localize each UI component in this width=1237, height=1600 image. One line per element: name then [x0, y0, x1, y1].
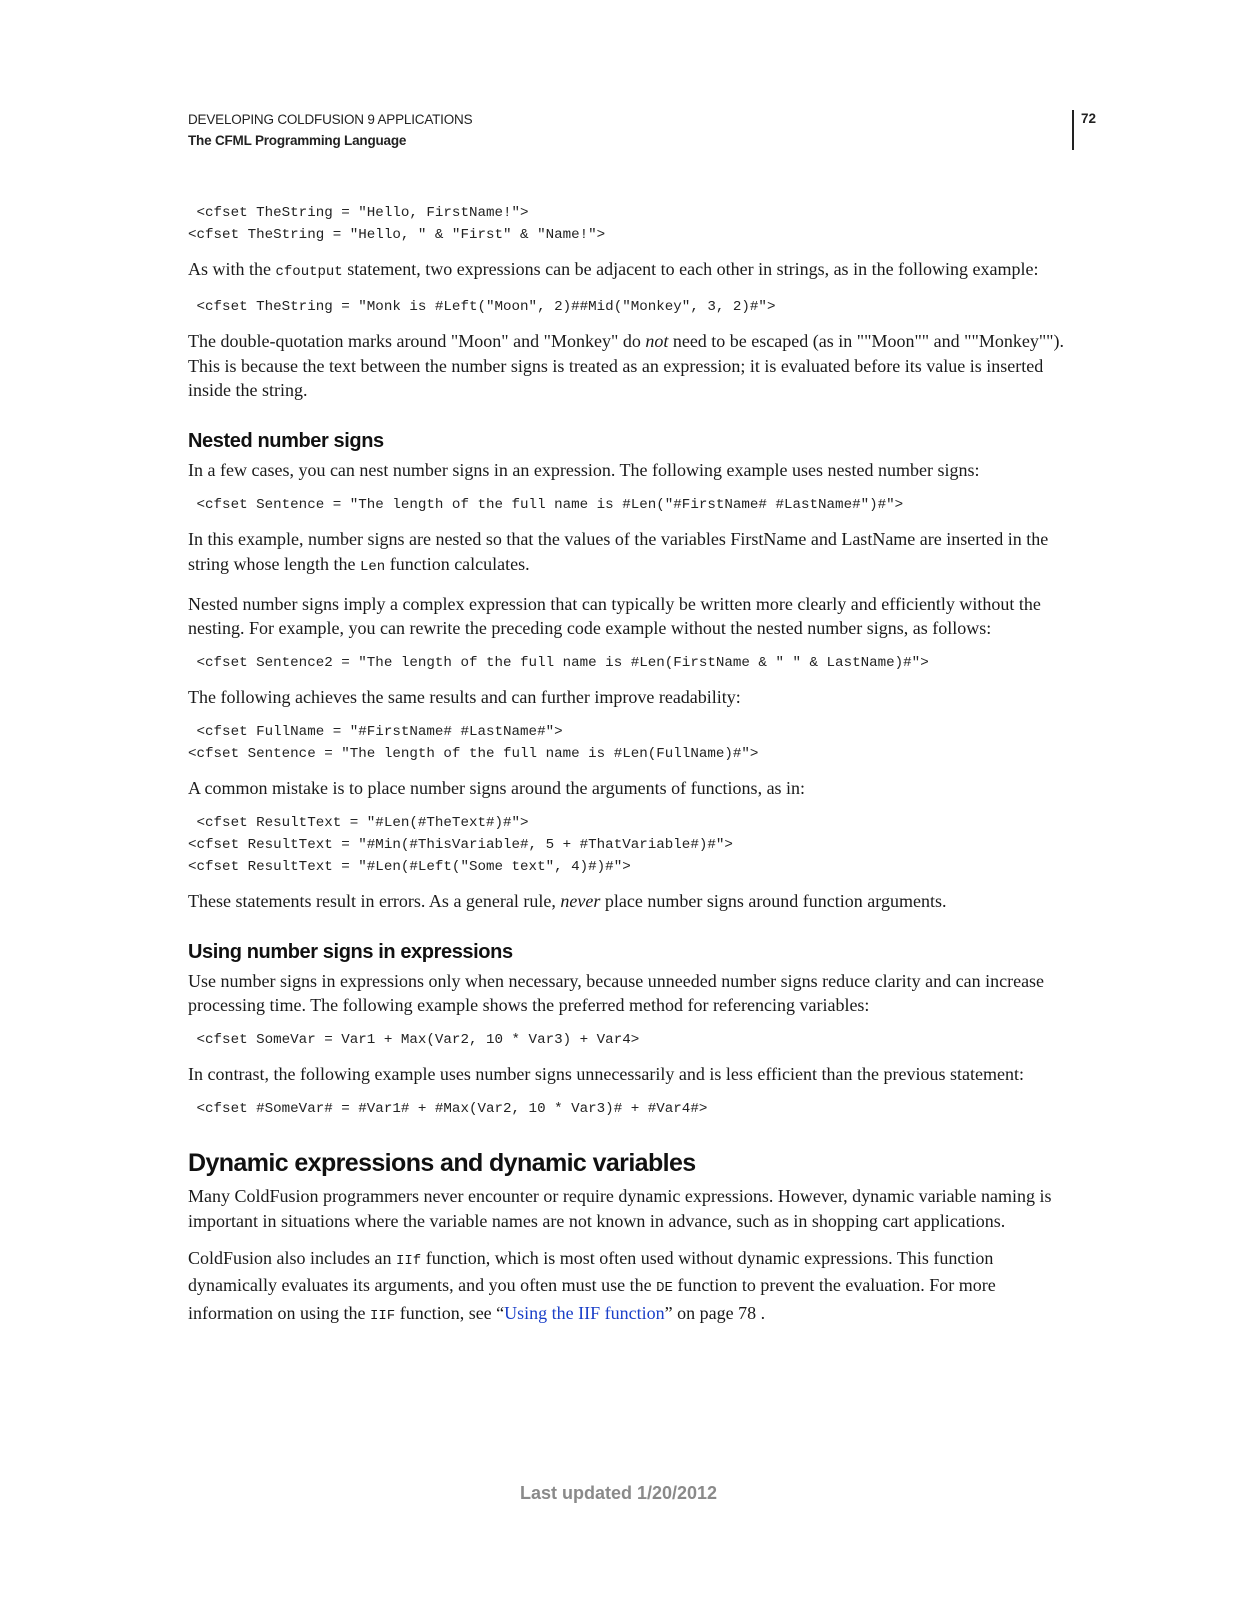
emphasis: not: [645, 330, 669, 351]
chapter-heading: Dynamic expressions and dynamic variables: [188, 1148, 696, 1177]
text-run: As with the: [188, 259, 276, 279]
code-block: <cfset Sentence = "The length of the full name is #Len("#FirstName# #LastName#")#">: [188, 496, 904, 513]
paragraph: A common mistake is to place number signs around the arguments of functions, as in:: [188, 777, 806, 798]
text-run: ColdFusion also includes an: [188, 1247, 396, 1268]
running-header-title: DEVELOPING COLDFUSION 9 APPLICATIONS: [188, 112, 473, 127]
text-run: function, see “: [395, 1303, 505, 1324]
paragraph: Many ColdFusion programmers never encounter or require dynamic expressions. However, dynamic variable naming is important in situations where the variable names are not known in advance, such as in shopping cart applications.: [188, 1185, 1052, 1231]
paragraph: Nested number signs imply a complex expression that can typically be written more clearly and efficiently without the nesting. For example, you can rewrite the preceding code example without the nested number signs, as follows:: [188, 593, 1041, 639]
code-block: <cfset TheString = "Hello, FirstName!"> <cfset TheString = "Hello, " & "First" & "Name!">: [188, 205, 606, 243]
last-updated-footer: Last updated 1/20/2012: [519, 1483, 718, 1503]
code-block: <cfset Sentence2 = "The length of the full name is #Len(FirstName & " " & LastName)#">: [188, 655, 929, 672]
text-run: In this example, number signs are nested so that the values of the variables FirstName and LastName are inserted in the string whose length the: [188, 528, 1049, 574]
emphasis: never: [560, 890, 601, 911]
inline-code: IIF: [369, 1308, 396, 1325]
section-heading: Using number signs in expressions: [188, 940, 513, 963]
text-run: place number signs around function arguments.: [600, 890, 947, 911]
cross-reference-link[interactable]: Using the IIF function: [504, 1303, 665, 1324]
text-run: ” on page 78 .: [664, 1303, 766, 1324]
page-body: [188, 200, 1068, 1329]
text-run: need to be escaped (as in ""Moon"" and ""Monkey""). This is because the text between the number signs is treated as an expression; it is evaluated before its value is inserted inside the string.: [188, 330, 1065, 401]
code-block: <cfset #SomeVar# = #Var1# + #Max(Var2, 10 * Var3)# + #Var4#>: [188, 1100, 708, 1117]
running-header-subtitle: The CFML Programming Language: [188, 133, 407, 148]
inline-code: Len: [359, 558, 386, 575]
paragraph: In a few cases, you can nest number signs in an expression. The following example uses nested number signs:: [188, 460, 980, 481]
text-run: function calculates.: [385, 553, 530, 574]
text-run: These statements result in errors. As a general rule,: [188, 890, 561, 911]
code-block: <cfset FullName = "#FirstName# #LastName#"> <cfset Sentence = "The length of the full name is #Len(FullName)#">: [188, 723, 759, 762]
text-run: function to prevent the evaluation. For more information on using the: [188, 1275, 996, 1324]
text-run: function, which is most often used without dynamic expressions. This function dynamically evaluates its arguments, and you often must use the: [188, 1247, 994, 1296]
paragraph: Use number signs in expressions only when necessary, because unneeded number signs reduce clarity and can increase processing time. The following example shows the preferred method for referencing variables:: [188, 970, 1045, 1016]
code-block: <cfset ResultText = "#Len(#TheText#)#"> <cfset ResultText = "#Min(#ThisVariable#, 5 + #ThatVariable#)#"> <cfset ResultText = "#Len(#Left("Some text", 4)#)#">: [188, 814, 733, 875]
paragraph: [188, 527, 1068, 580]
inline-code: cfoutput: [275, 264, 343, 280]
page-number: 72: [1081, 111, 1097, 126]
paragraph: In contrast, the following example uses number signs unnecessarily and is less efficient than the previous statement:: [188, 1064, 1024, 1085]
paragraph: [188, 257, 1068, 285]
paragraph: [188, 1246, 1068, 1329]
paragraph: [188, 889, 1068, 914]
code-block: <cfset TheString = "Monk is #Left("Moon", 2)##Mid("Monkey", 3, 2)#">: [188, 298, 776, 315]
section-heading: Nested number signs: [188, 430, 384, 453]
text-run: The double-quotation marks around "Moon" and "Monkey" do: [188, 330, 646, 351]
paragraph: The following achieves the same results and can further improve readability:: [188, 687, 741, 708]
header-divider: [1072, 110, 1074, 150]
inline-code: IIf: [396, 1252, 422, 1269]
paragraph: [188, 329, 1068, 403]
code-block: <cfset SomeVar = Var1 + Max(Var2, 10 * Var3) + Var4>: [188, 1032, 640, 1049]
inline-code: DE: [656, 1280, 673, 1297]
text-run: statement, two expressions can be adjacent to each other in strings, as in the following example:: [342, 259, 1039, 279]
